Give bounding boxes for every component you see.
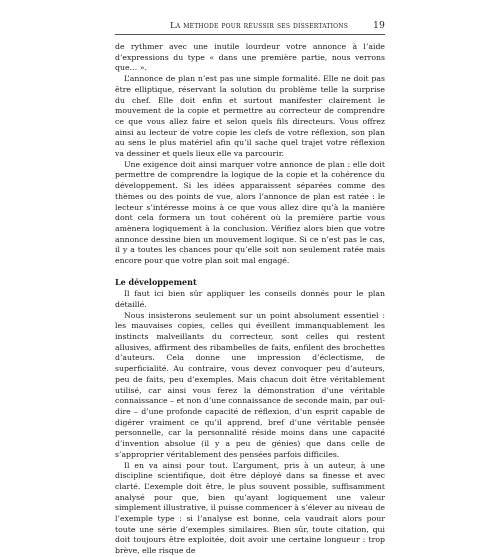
running-header <box>115 20 385 35</box>
paragraph: Nous insisterons seulement sur un point absolument essentiel : les mauvaises copies, celles qui éveillent immanquablement les instincts malveillants du correcteur, sont celles qui restent allusives, affirment des ribambelles de faits, enfilent des brochettes d’auteurs. Cela donne une impression d’éclectisme, de superficialité. Au contraire, vous devez convoquer peu d’auteurs, peu de faits, peu d’exemples. Mais chacun doit être véritablement utilisé, car ainsi vous ferez la démonstration d’une véritable connaissance – et non d’une connaissance de seconde main, par ouï-dire – d’une profonde capacité de réflexion, d’un esprit capable de digérer vraiment ce qu’il apprend, bref d’une véritable pensée personnelle, car la personnalité réside moins dans une capacité d’invention absolue (il y a peu de génies) que dans celle de s’approprier véritablement des pensées parfois difficiles. <box>115 310 385 459</box>
paragraph: Une exigence doit ainsi marquer votre annonce de plan : elle doit permettre de comprendre la logique de la copie et la cohérence du développement. Si les idées apparaissent séparées comme des thèmes ou des points de vue, alors l’annonce de plan est ratée : le lecteur s’intéresse moins à ce que vous allez dire qu’à la manière dont cela formera un tout cohérent où la première partie vous amènera logiquement à la conclusion. Vérifiez alors bien que votre annonce dessine bien un mouvement logique. Si ce n’est pas le cas, il y a toutes les chances pour qu’elle soit non seulement ratée mais encore pour que votre plan soit mal engagé. <box>115 159 385 266</box>
page-number: 19 <box>373 21 385 31</box>
paragraph: Il faut ici bien sûr appliquer les conseils donnés pour le plan détaillé. <box>115 289 385 309</box>
section-heading: Le développement <box>115 277 197 288</box>
running-title: La méthode pour réussir ses dissertations <box>170 21 349 31</box>
paragraph: de rythmer avec une inutile lourdeur votre annonce à l’aide d’expressions du type « dans une première partie, nous verrons que… ». <box>115 42 385 73</box>
paragraph: Il en va ainsi pour tout. L’argument, pris à un auteur, à une discipline scientifique, doit être déployé dans sa finesse et avec clarté. L’exemple doit être, le plus souvent possible, suffisamment analysé pour que, bien qu’ayant logiquement une valeur simplement illustrative, il puisse commencer à s’élever au niveau de l’exemple type : si l’analyse est bonne, cela vaudrait alors pour toute une série d’exemples similaires. Bien sûr, toute citation, qui doit toujours être exploitée, doit avoir une certaine longueur : trop brève, elle risque de <box>115 460 385 556</box>
section-gap <box>115 267 385 278</box>
body-text <box>115 42 385 557</box>
paragraph: L’annonce de plan n’est pas une simple formalité. Elle ne doit pas être elliptique, réservant la solution du problème telle la surprise du chef. Elle doit enfin et surtout manifester clairement le mouvement de la copie et permettre au correcteur de comprendre ce que vous allez faire et selon quels fils directeurs. Vous offrez ainsi au lecteur de votre copie les clefs de votre réflexion, son plan au sens le plus matériel afin qu’il sache quel trajet votre réflexion va dessiner et quels lieux elle va parcourir. <box>115 74 385 159</box>
